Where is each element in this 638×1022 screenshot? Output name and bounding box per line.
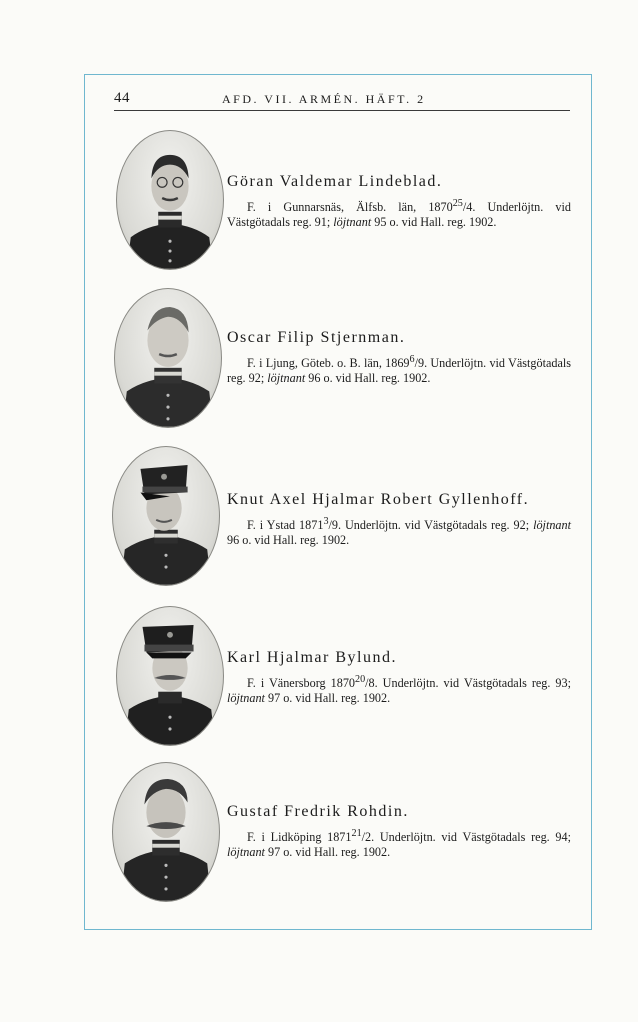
officer-entry [110,446,580,588]
officer-details: F. i Vänersborg 1870$^{20}$/8. Underlöjtn. vid Västgötadals reg. 93; löjtnant 97 o. vid Hall. reg. 1902. [227,674,571,706]
portrait-icon [115,289,221,427]
officer-details: F. i Lidköping 1871$^{21}$/2. Underlöjtn. vid Västgötadals reg. 94; löjtnant 97 o. vid Hall. reg. 1902. [227,828,571,860]
portrait-icon [113,763,219,901]
portrait-photo [116,606,224,746]
portrait-photo [116,130,224,270]
officer-details: F. i Gunnarsnäs, Älfsb. län, 1870$^{25}$/4. Underlöjtn. vid Västgötadals reg. 91; löjtnant 95 o. vid Hall. reg. 1902. [227,198,571,230]
portrait-photo [112,446,220,586]
portrait-uniform-cap-icon [113,447,219,585]
officer-entry [110,288,580,430]
page-header [114,90,570,111]
portrait-glasses-icon [117,131,223,269]
portrait-photo [112,762,220,902]
officer-name: Knut Axel Hjalmar Robert Gyllenhoff. [227,491,530,508]
officer-entry [110,762,580,904]
page-number: 44 [114,90,130,106]
officer-name: Karl Hjalmar Bylund. [227,649,397,666]
portrait-uniform-cap-icon [117,607,223,745]
officer-name: Göran Valdemar Lindeblad. [227,173,443,190]
officer-name: Gustaf Fredrik Rohdin. [227,803,409,820]
officer-details: F. i Ystad 1871$^3$/9. Underlöjtn. vid Västgötadals reg. 92; löjtnant 96 o. vid Hall. reg. 1902. [227,516,571,548]
officer-entry [110,130,580,272]
officer-entry [110,606,580,748]
portrait-photo [114,288,222,428]
officer-details: F. i Ljung, Göteb. o. B. län, 1869$^6$/9. Underlöjtn. vid Västgötadals reg. 92; löjtnant 96 o. vid Hall. reg. 1902. [227,354,571,386]
running-head: AFD. VII. ARMÉN. HÄFT. 2 [222,92,426,106]
officer-name: Oscar Filip Stjernman. [227,329,406,346]
